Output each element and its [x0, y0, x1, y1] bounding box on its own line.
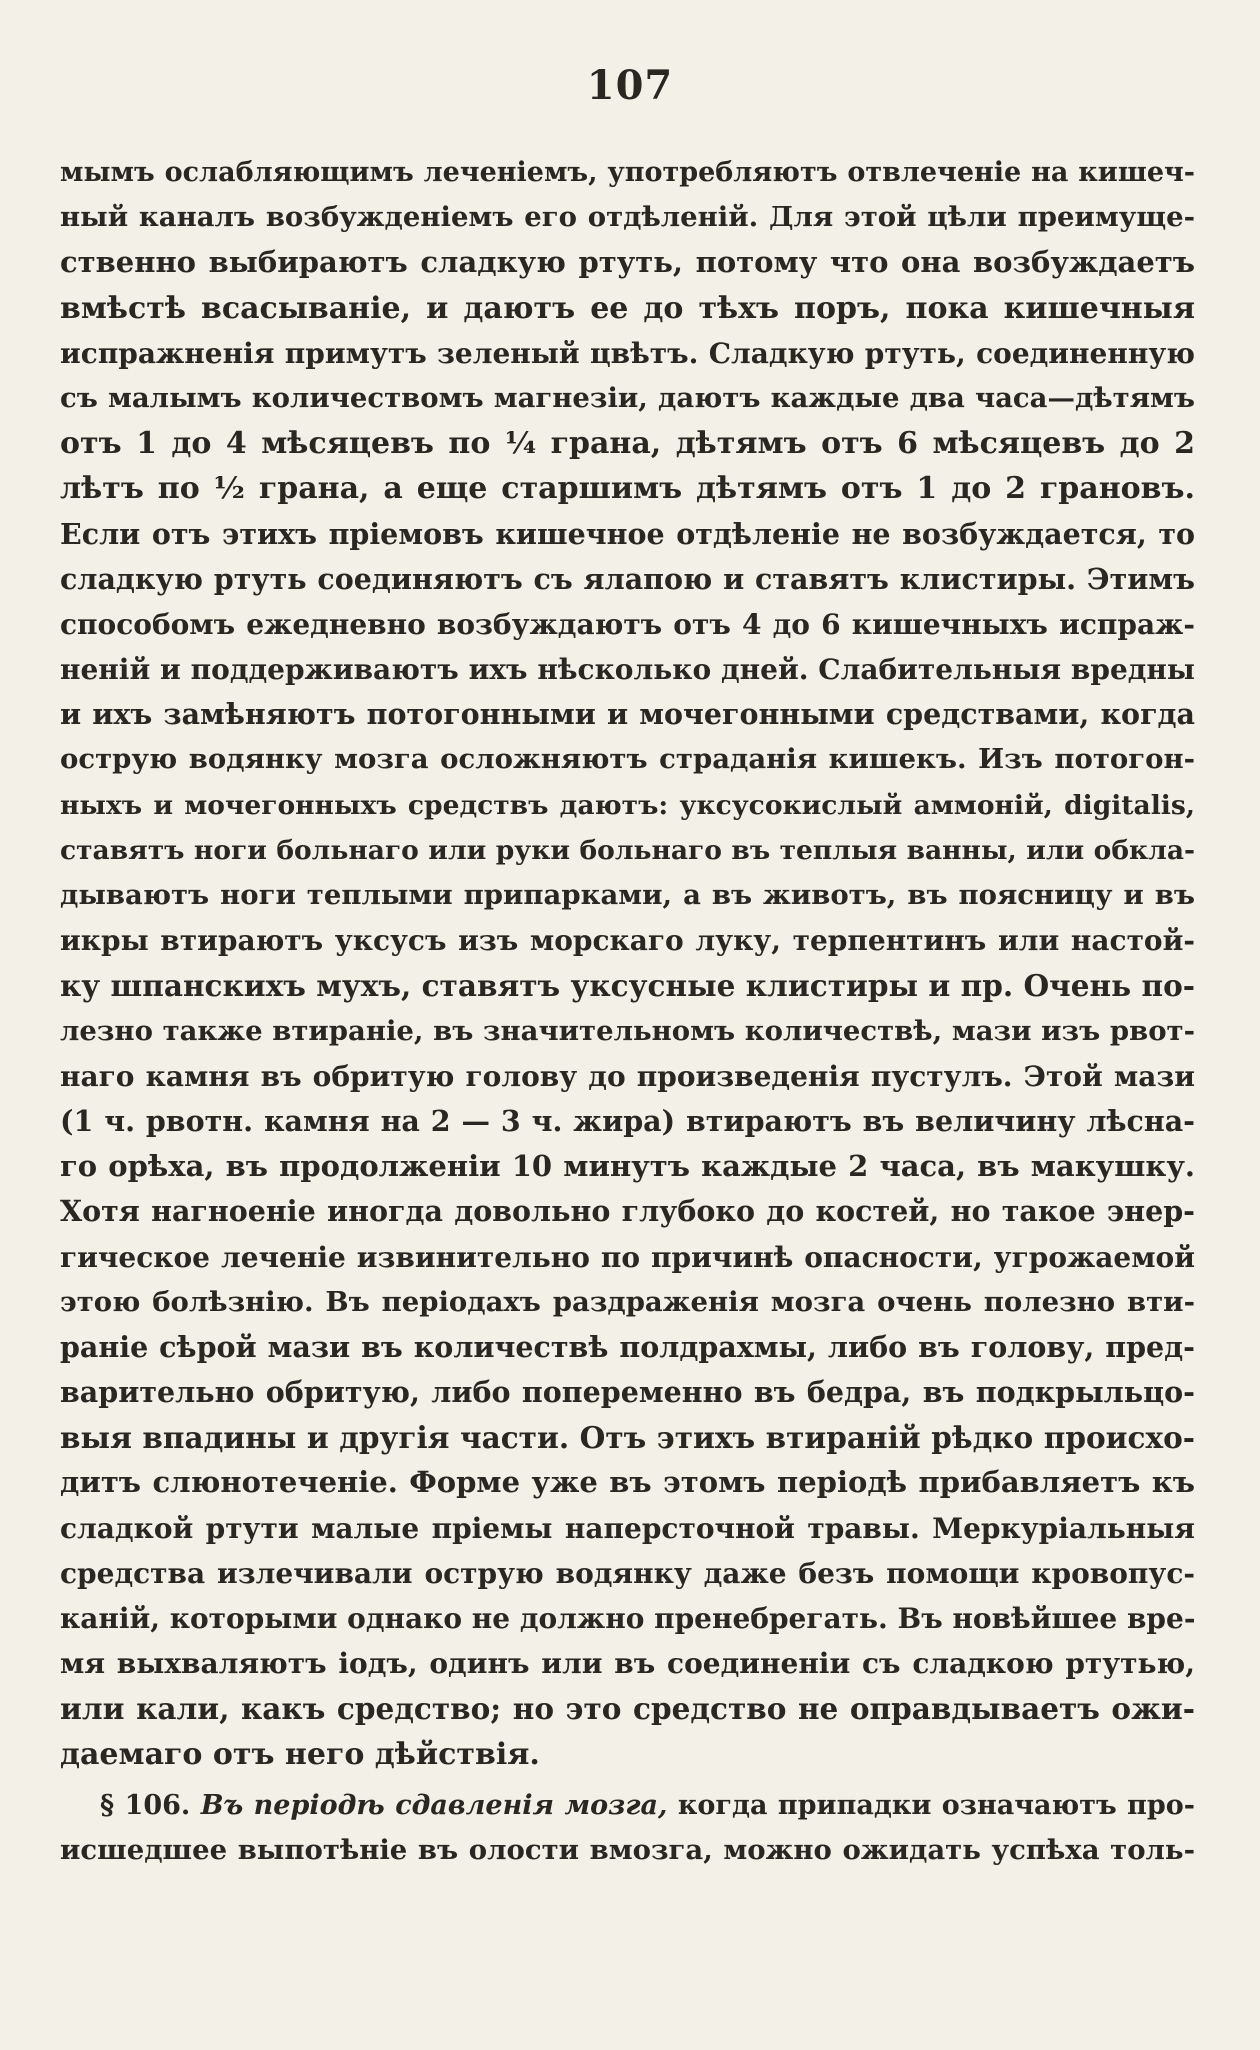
- text-line: сладкую ртуть соединяютъ съ ялапою и ставятъ клистиры. Этимъ: [60, 561, 1195, 596]
- text-line: неній и поддерживаютъ ихъ нѣсколько дней. Слабительныя вредны: [60, 653, 1195, 687]
- text-line: исшедшее выпотѣніе въ олости вмозга, можно ожидать успѣха толь-: [60, 1833, 1195, 1866]
- page-number: 107: [586, 62, 674, 109]
- text-line: способомъ ежедневно возбуждаютъ отъ 4 до 6 кишечныхъ испраж-: [60, 607, 1195, 641]
- text-line: или кали, какъ средство; но это средство не оправдываетъ ожи-: [60, 1691, 1195, 1727]
- text-line: ный каналъ возбужденіемъ его отдѣленій. Для этой цѣли преимуще-: [60, 201, 1195, 234]
- text-line: выя впадины и другія части. Отъ этихъ втираній рѣдко происхо-: [60, 1420, 1195, 1456]
- text-line: го орѣха, въ продолженіи 10 минутъ каждые 2 часа, въ макушку.: [60, 1149, 1195, 1184]
- text-line: варительно обритую, либо попеременно въ бедра, въ подкрыльцо-: [60, 1375, 1195, 1410]
- text-line: (1 ч. рвотн. камня на 2 — 3 ч. жира) втираютъ въ величину лѣсна-: [60, 1103, 1195, 1138]
- text-line: дываютъ ноги теплыми припарками, а въ животъ, въ поясницу и въ: [60, 879, 1195, 911]
- text-line: раніе сѣрой мази въ количествѣ полдрахмы, либо въ голову, пред-: [60, 1329, 1195, 1364]
- text-line: гическое леченіе извинительно по причинѣ опасности, угрожаемой: [60, 1240, 1195, 1274]
- text-line: икры втираютъ уксусъ изъ морскаго луку, терпентинъ или настой-: [60, 924, 1195, 958]
- text-line: мя выхваляютъ іодъ, одинъ или въ соединеніи съ сладкою ртутью,: [60, 1647, 1195, 1681]
- section-italic-phrase: Въ періодѣ сдавленія мозга,: [200, 1789, 668, 1821]
- text-line: съ малымъ количествомъ магнезіи, даютъ каждые два часа—дѣтямъ: [60, 381, 1195, 414]
- text-line: ственно выбираютъ сладкую ртуть, потому что она возбуждаетъ: [60, 245, 1195, 280]
- text-line: острую водянку мозга осложняютъ страданія кишекъ. Изъ потогон-: [60, 743, 1195, 776]
- text-line: Хотя нагноеніе иногда довольно глубоко до костей, но такое энер-: [60, 1194, 1195, 1229]
- text-line: ныхъ и мочегонныхъ средствъ даютъ: уксусокислый аммоній, digitalis,: [60, 789, 1195, 821]
- text-line: ку шпанскихъ мухъ, ставятъ уксусные клистиры и пр. Очень по-: [60, 968, 1195, 1004]
- text-line: мымъ ослабляющимъ леченіемъ, употребляютъ отвлеченіе на кишеч-: [60, 157, 1195, 188]
- text-line: испражненія примутъ зеленый цвѣтъ. Сладкую ртуть, соединенную: [60, 336, 1195, 370]
- text-line: даемаго отъ него дѣйствія.: [60, 1736, 540, 1772]
- text-line: вмѣстѣ всасываніе, и даютъ ее до тѣхъ поръ, пока кишечныя: [60, 290, 1195, 326]
- text-line: лезно также втираніе, въ значительномъ количествѣ, мази изъ рвот-: [60, 1014, 1195, 1047]
- text-line: этою болѣзнію. Въ періодахъ раздраженія мозга очень полезно вти-: [60, 1285, 1195, 1318]
- section-heading-line: [60, 1783, 1195, 1828]
- text-line: и ихъ замѣняютъ потогонными и мочегонными средствами, когда: [60, 697, 1195, 732]
- text-line: сладкой ртути малые пріемы наперсточной травы. Меркуріальныя: [60, 1511, 1195, 1545]
- text-line: средства излечивали острую водянку даже безъ помощи кровопус-: [60, 1556, 1195, 1590]
- text-line: дитъ слюнотеченіе. Форме уже въ этомъ періодѣ прибавляетъ къ: [60, 1465, 1195, 1500]
- text-line: ставятъ ноги больнаго или руки больнаго въ теплыя ванны, или обкла-: [60, 834, 1195, 866]
- text-line: наго камня въ обритую голову до произведенія пустулъ. Этой мази: [60, 1059, 1195, 1093]
- text-line: лѣтъ по ½ грана, а еще старшимъ дѣтямъ отъ 1 до 2 грановъ.: [60, 471, 1195, 507]
- section-number: § 106.: [100, 1789, 191, 1821]
- body-text: [60, 150, 1195, 1873]
- section-text: когда припадки означаютъ про-: [677, 1789, 1195, 1821]
- text-line: каній, которыми однако не должно пренебрегать. Въ новѣйшее вре-: [60, 1602, 1195, 1635]
- text-line: отъ 1 до 4 мѣсяцевъ по ¼ грана, дѣтямъ отъ 6 мѣсяцевъ до 2: [60, 426, 1195, 462]
- text-line: Если отъ этихъ пріемовъ кишечное отдѣленіе не возбуждается, то: [60, 516, 1195, 551]
